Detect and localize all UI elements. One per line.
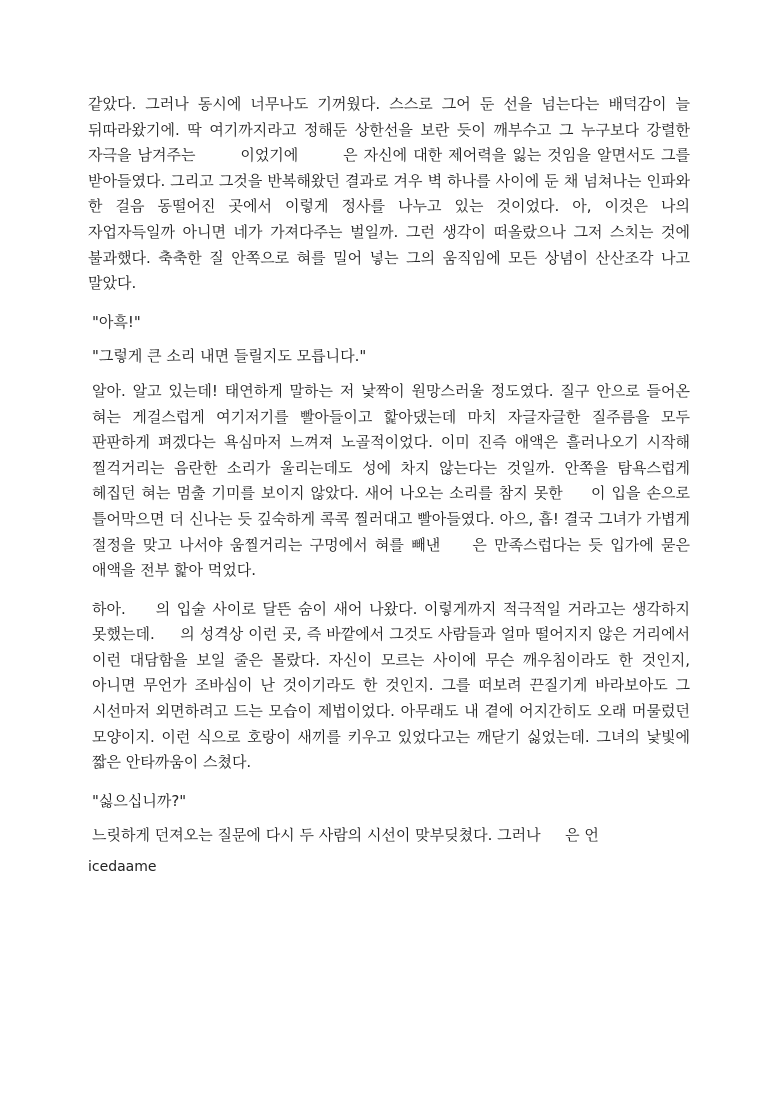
dialog-line-3: "싫으십니까?" (92, 791, 187, 810)
paragraph-4: 느릿하게 던져오는 질문에 다시 두 사람의 시선이 맞부딪쳤다. 그러나 은 언 (92, 826, 599, 845)
author-footer: icedaame (88, 859, 157, 876)
document-page (88, 92, 690, 878)
paragraph-3: 하아. 의 입술 사이로 달뜬 숨이 새어 나왔다. 이렇게까지 적극적일 거라고는 생각하지 못했는데. 의 성격상 이런 곳, 즉 바깥에서 그것도 사람들과 얼마 떨어지지 않은 거리에서 이런 대담함을 보일 줄은 몰랐다. 자신이 모르는 사이에 무슨 깨우침이라도 한 것인지, 아니면 무언가 조바심이 난 것이기라도 한 것인지. 그를 떠보려 끈질기게 바라보아도 그 시선마저 외면하려고 드는 모습이 제법이었다. 아무래도 내 곁에 어지간히도 오래 머물렀던 모양이지. 이런 식으로 호랑이 새끼를 키우고 있었다고는 깨닫기 싫었는데. 그녀의 낯빛에 짧은 안타까움이 스쳤다. (92, 599, 690, 772)
dialog-line-2: "그렇게 큰 소리 내면 들릴지도 모릅니다." (92, 347, 367, 366)
paragraph-1: 같았다. 그러나 동시에 너무나도 기꺼웠다. 스스로 그어 둔 선을 넘는다는 배덕감이 늘 뒤따라왔기에. 딱 여기까지라고 정해둔 상한선을 보란 듯이 깨부수고 그 누구보다 강렬한 자극을 남겨주는 이었기에 은 자신에 대한 제어력을 잃는 것임을 알면서도 그를 받아들였다. 그리고 그것을 반복해왔던 결과로 겨우 벽 하나를 사이에 둔 채 넘쳐나는 인파와 한 걸음 동떨어진 곳에서 이렇게 정사를 나누고 있는 것이었다. 아, 이것은 나의 자업자득일까 아니면 네가 가져다주는 벌일까. 그런 생각이 떠올랐으나 그저 스치는 것에 불과했다. 축축한 질 안쪽으로 혀를 밀어 넣는 그의 움직임에 모든 상념이 산산조각 나고 말았다. (88, 95, 690, 293)
dialog-line-1: "아흑!" (92, 312, 141, 331)
paragraph-2: 알아. 알고 있는데! 태연하게 말하는 저 낯짝이 원망스러울 정도였다. 질구 안으로 들어온 혀는 게걸스럽게 여기저기를 빨아들이고 핥아댔는데 마치 자글자글한 질주름을 모두 판판하게 펴겠다는 욕심마저 느껴져 노골적이었다. 이미 진즉 애액은 흘러나오기 시작해 찔걱거리는 음란한 소리가 울리는데도 성에 차지 않는다는 것일까. 안쪽을 탐욕스럽게 헤집던 혀는 멈출 기미를 보이지 않았다. 새어 나오는 소리를 참지 못한 이 입을 손으로 틀어막으면 더 신나는 듯 깊숙하게 콕콕 찔러대고 빨아들였다. 아으, 흡! 결국 그녀가 가볍게 절정을 맞고 나서야 움찔거리는 구멍에서 혀를 빼낸 은 만족스럽다는 듯 입가에 묻은 애액을 전부 핥아 먹었다. (92, 381, 690, 580)
